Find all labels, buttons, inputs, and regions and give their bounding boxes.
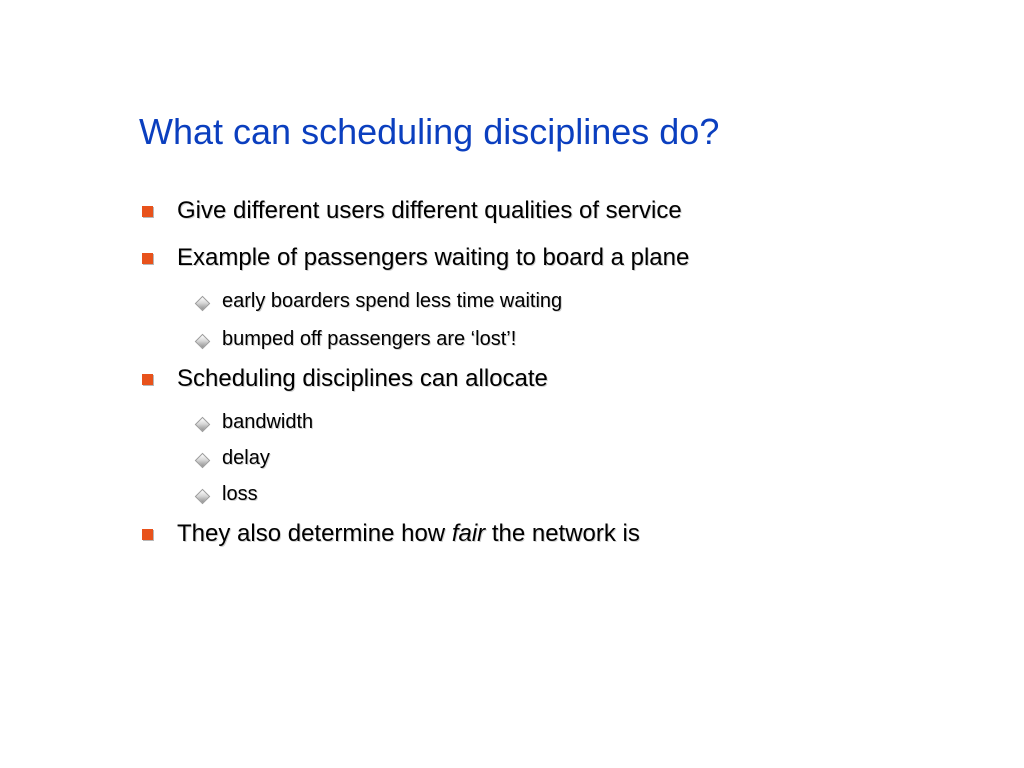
bullet-text: Example of passengers waiting to board a plane bbox=[177, 244, 690, 271]
sub-bullet-text: delay bbox=[222, 447, 270, 469]
bullet-item bbox=[139, 518, 999, 550]
bullet-list bbox=[139, 195, 999, 550]
diamond-bullet-icon bbox=[195, 417, 211, 433]
sub-bullet-text: bandwidth bbox=[222, 411, 314, 433]
bullet-item bbox=[139, 242, 999, 274]
slide-title: What can scheduling disciplines do? bbox=[139, 111, 720, 152]
bullet-item bbox=[139, 363, 999, 395]
emphasized-word: fair bbox=[451, 520, 486, 547]
bullet-item bbox=[139, 195, 999, 227]
square-bullet-icon bbox=[142, 374, 153, 385]
sub-bullet-text: loss bbox=[222, 483, 258, 505]
square-bullet-icon bbox=[142, 253, 153, 264]
sub-bullet-item bbox=[139, 445, 999, 471]
sub-bullet-item bbox=[139, 288, 999, 314]
sub-bullet-text: early boarders spend less time waiting bbox=[222, 290, 563, 312]
bullet-text-after: the network is bbox=[485, 520, 640, 547]
sub-bullet-item bbox=[139, 326, 999, 352]
sub-bullet-item bbox=[139, 409, 999, 435]
bullet-text-before: They also determine how bbox=[177, 520, 452, 547]
diamond-bullet-icon bbox=[195, 489, 211, 505]
sub-bullet-text: bumped off passengers are ‘lost’! bbox=[222, 328, 517, 350]
square-bullet-icon bbox=[142, 206, 153, 217]
diamond-bullet-icon bbox=[195, 296, 211, 312]
bullet-text: Give different users different qualities of service bbox=[177, 197, 682, 224]
sub-bullet-item bbox=[139, 481, 999, 507]
diamond-bullet-icon bbox=[195, 334, 211, 350]
square-bullet-icon bbox=[142, 529, 153, 540]
bullet-text: Scheduling disciplines can allocate bbox=[177, 365, 548, 392]
diamond-bullet-icon bbox=[195, 453, 211, 469]
